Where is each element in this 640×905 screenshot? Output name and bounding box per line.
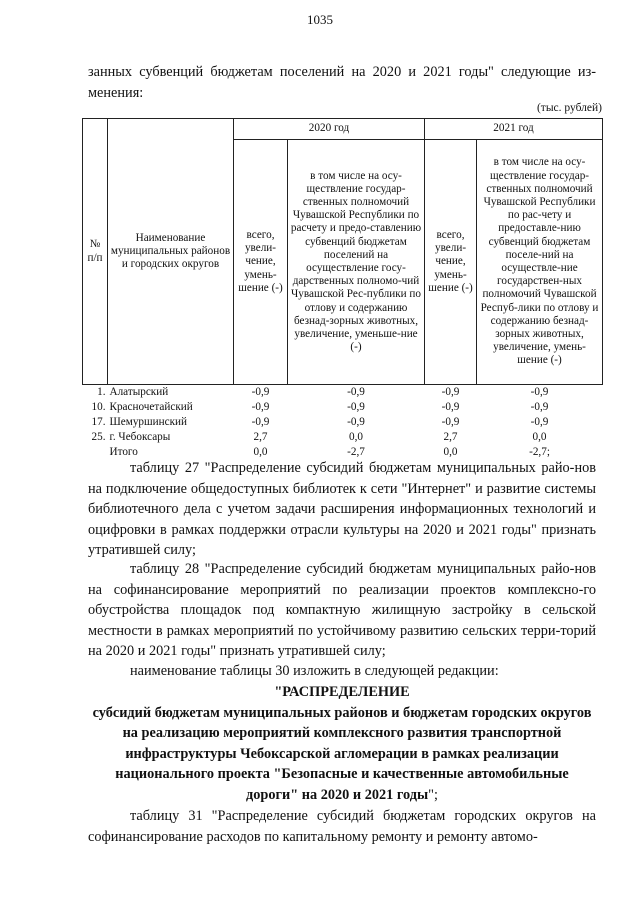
row-total-2020: 2,7: [253, 431, 268, 443]
row-detail-2020: -0,9: [347, 386, 365, 398]
row-detail-2021: -0,9: [530, 401, 549, 413]
table-row: [83, 415, 603, 430]
row-detail-2020: -2,7: [347, 446, 365, 458]
row-total-2021: 0,0: [443, 446, 458, 458]
row-name: Шемуршинский: [109, 416, 187, 428]
row-name: Итого: [109, 446, 138, 458]
row-detail-2020: -0,9: [347, 401, 365, 413]
row-total-2020: 0,0: [253, 446, 268, 458]
paragraph-table-28: таблицу 28 "Распределение субсидий бюджетам муниципальных райо-нов на софинансирование мероприятий по реализации проектов комплексно-го обустройства площадок под компактную жилищную застройку в сельской местности в рамках мероприятий по устойчивому развитию сельских терри-торий на 2020 и 2021 годы" признать утратившей силу;: [88, 561, 596, 660]
subvention-table: [82, 118, 603, 460]
title-body: субсидий бюджетам муниципальных районов и бюджетам городских округов на реализацию мероприятий комплексного развития транспортной инфраструктуры Чебоксарской агломерации в рамках реализации национального проекта "Безопасные и качественные автомобильные дороги" на 2020 и 2021 годы: [92, 704, 592, 803]
header-detail-2020: в том числе на осу-ществление государ-ственных полномочий Чувашской Республики по расчету и предо-ставлению субвенций бюджетам поселений на осуществление госу-дарственных полномо-чий Чувашской Рес-публики по отлову и содержанию безнад-зорных животных, увеличение, уменьше-ние (-): [288, 140, 425, 385]
row-total-2020: -0,9: [251, 401, 270, 413]
title-tail: ";: [428, 786, 438, 803]
row-name: Красночетайский: [109, 401, 193, 413]
intro-text: занных субвенций бюджетам поселений на 2020 и 2021 годы" следующие из-менения:: [88, 64, 596, 101]
row-detail-2021: -0,9: [530, 386, 549, 398]
row-total-2021: -0,9: [441, 401, 460, 413]
header-year-2020: 2020 год: [234, 119, 425, 140]
header-detail-2021: в том числе на осу-ществление государ-ственных полномочий Чувашской Республики по рас-чету и предоставле-нию субвенций бюджетам поселе-ний на осуществле-ние государствен-ных полномочий Чувашской Респуб-лики по отлову и содержанию безнад-зорных животных, увеличение, умень-шение (-): [477, 140, 603, 385]
row-total-2021: -0,9: [441, 416, 460, 428]
row-num: 1.: [97, 386, 106, 398]
header-total-2021: всего, увели-чение, умень-шение (-): [425, 140, 477, 385]
unit-note: (тыс. рублей): [536, 102, 602, 114]
row-total-2021: -0,9: [441, 386, 460, 398]
header-num: № п/п: [83, 119, 108, 385]
page-number: 1035: [307, 12, 333, 27]
table-row: [83, 385, 603, 401]
row-detail-2020: 0,0: [349, 431, 363, 443]
row-detail-2020: -0,9: [347, 416, 365, 428]
title-head: "РАСПРЕДЕЛЕНИЕ: [274, 684, 410, 700]
row-total-2020: -0,9: [251, 416, 270, 428]
row-total-2020: -0,9: [251, 386, 270, 398]
row-name: г. Чебоксары: [109, 431, 171, 443]
row-num: 25.: [91, 431, 106, 443]
paragraph-table-31: таблицу 31 "Распределение субсидий бюджетам городских округов на софинансирование расходов по капитальному ремонту и ремонту автомо-: [88, 808, 596, 845]
row-num: 10.: [91, 401, 106, 413]
row-name: Алатырский: [109, 386, 169, 398]
row-num: 17.: [91, 416, 106, 428]
row-detail-2021: 0,0: [532, 431, 547, 443]
header-total-2020: всего, увели-чение, умень-шение (-): [234, 140, 288, 385]
table-row: [83, 400, 603, 415]
paragraph-table-27: таблицу 27 "Распределение субсидий бюджетам муниципальных райо-нов на подключение общедоступных библиотек к сети "Интернет" и развитие системы библиотечного дела с учетом задачи расширения информационных технологий и оцифровки в рамках поддержки отрасли культуры на 2020 и 2021 годы" признать утратившей силу;: [88, 460, 596, 559]
table-30-title: [88, 682, 596, 806]
row-detail-2021: -2,7;: [529, 446, 550, 458]
row-total-2021: 2,7: [443, 431, 458, 443]
header-name: Наименование муниципальных районов и городских округов: [108, 119, 234, 385]
table-row: [83, 430, 603, 445]
paragraph-table-30: наименование таблицы 30 изложить в следующей редакции:: [130, 663, 499, 679]
header-year-2021: 2021 год: [425, 119, 603, 140]
row-detail-2021: -0,9: [530, 416, 549, 428]
